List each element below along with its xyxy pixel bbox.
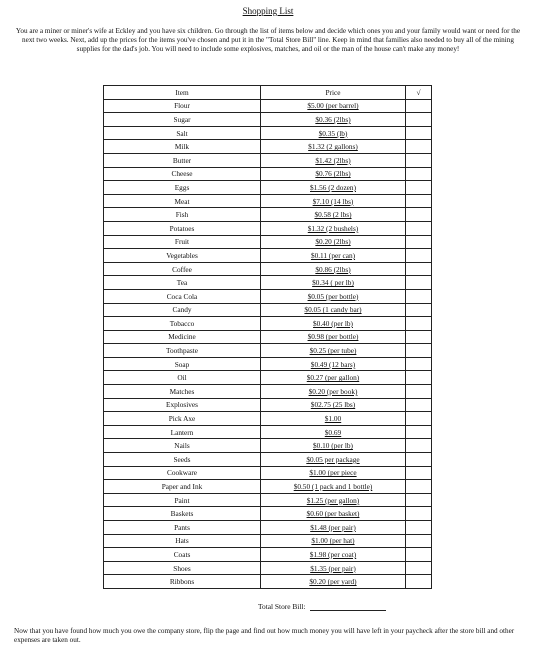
item-price-text: $0.40 (per lb) [313, 318, 353, 328]
item-price-text: $1.00 [324, 414, 342, 424]
table-row [104, 167, 432, 181]
table-row [104, 507, 432, 521]
table-body [104, 99, 432, 588]
table-row [104, 534, 432, 548]
check-cell[interactable] [406, 330, 432, 344]
item-price-text: $0.69 [324, 427, 342, 437]
table-row [104, 385, 432, 399]
item-price-text: $1.32 (2 bushels) [307, 223, 359, 233]
total-store-bill [258, 602, 386, 611]
item-price-text: $0.20 (per yard) [309, 577, 357, 587]
item-name: Meat [104, 194, 261, 208]
item-price-text: $0.05 (per bottle) [307, 291, 359, 301]
item-price [261, 425, 406, 439]
check-cell[interactable] [406, 344, 432, 358]
closing-paragraph: Now that you have found how much you owe the company store, flip the page and find out how much money you will have left in your paycheck after the store bill and other expenses are taken out. [14, 627, 515, 645]
item-name: Tobacco [104, 317, 261, 331]
check-cell[interactable] [406, 167, 432, 181]
item-price [261, 534, 406, 548]
item-name: Ribbons [104, 575, 261, 589]
check-cell[interactable] [406, 276, 432, 290]
item-price [261, 276, 406, 290]
table-row [104, 575, 432, 589]
table-row [104, 126, 432, 140]
item-price [261, 480, 406, 494]
item-price-text: $0.76 (2lbs) [315, 169, 351, 179]
table-header-row [104, 86, 432, 100]
item-price [261, 113, 406, 127]
item-price-text: $1.42 (2lbs) [315, 155, 351, 165]
table-row [104, 303, 432, 317]
item-price-text: $1.25 (per gallon) [306, 495, 360, 505]
item-name: Seeds [104, 453, 261, 467]
header-check-mark: √ [406, 86, 432, 100]
item-name: Paper and Ink [104, 480, 261, 494]
item-price-text: $0.35 (lb) [318, 128, 348, 138]
table-row [104, 453, 432, 467]
item-name: Toothpaste [104, 344, 261, 358]
item-price-text: $1.32 (2 gallons) [308, 142, 358, 152]
check-cell[interactable] [406, 439, 432, 453]
item-price [261, 153, 406, 167]
table-row [104, 521, 432, 535]
check-cell[interactable] [406, 371, 432, 385]
item-price-text: $1.98 (per coat) [309, 549, 357, 559]
item-price-text: $0.98 (per bottle) [307, 332, 359, 342]
table-row [104, 493, 432, 507]
item-name: Coats [104, 548, 261, 562]
item-name: Fruit [104, 235, 261, 249]
item-name: Sugar [104, 113, 261, 127]
table-row [104, 99, 432, 113]
item-price-text: $0.86 (2lbs) [315, 264, 351, 274]
item-name: Lantern [104, 425, 261, 439]
item-price [261, 235, 406, 249]
item-price [261, 249, 406, 263]
check-cell[interactable] [406, 140, 432, 154]
item-name: Candy [104, 303, 261, 317]
item-price [261, 289, 406, 303]
item-price [261, 453, 406, 467]
item-price-text: $0.25 (per tube) [309, 346, 357, 356]
check-cell[interactable] [406, 480, 432, 494]
check-cell[interactable] [406, 208, 432, 222]
item-name: Baskets [104, 507, 261, 521]
item-price-text: $0.10 (per lb) [313, 441, 353, 451]
header-price: Price [261, 86, 406, 100]
table-row [104, 466, 432, 480]
item-price-text: $0.11 (per can) [310, 250, 356, 260]
item-name: Pick Axe [104, 412, 261, 426]
check-cell[interactable] [406, 126, 432, 140]
item-price-text: $0.49 (12 bars) [310, 359, 356, 369]
check-cell[interactable] [406, 385, 432, 399]
item-price [261, 181, 406, 195]
item-price [261, 412, 406, 426]
table-row [104, 276, 432, 290]
table-row [104, 208, 432, 222]
check-cell[interactable] [406, 194, 432, 208]
item-price-text: $1.35 (per pair) [310, 563, 356, 573]
item-price-text: $5.00 (per barrel) [307, 101, 359, 111]
table-row [104, 330, 432, 344]
shopping-table [103, 85, 432, 589]
item-price-text: $1.00 (per hat) [311, 536, 355, 546]
item-name: Eggs [104, 181, 261, 195]
item-price [261, 194, 406, 208]
table-row [104, 249, 432, 263]
item-price-text: $0.50 (1 pack and 1 bottle) [293, 482, 373, 492]
check-cell[interactable] [406, 548, 432, 562]
item-name: Pants [104, 521, 261, 535]
table-row [104, 480, 432, 494]
item-name: Shoes [104, 561, 261, 575]
check-cell[interactable] [406, 561, 432, 575]
check-cell[interactable] [406, 303, 432, 317]
item-price [261, 99, 406, 113]
item-price-text: $1.48 (per pair) [310, 522, 356, 532]
item-price [261, 371, 406, 385]
item-price-text: $0.36 (2lbs) [315, 114, 351, 124]
item-price [261, 357, 406, 371]
item-price-text: $7.10 (14 lbs) [312, 196, 354, 206]
check-cell[interactable] [406, 249, 432, 263]
table-row [104, 317, 432, 331]
page-title: Shopping List [242, 6, 294, 16]
item-price [261, 521, 406, 535]
table-row [104, 439, 432, 453]
item-price [261, 140, 406, 154]
table-row [104, 181, 432, 195]
item-price-text: $02.75 (25 lbs) [310, 400, 356, 410]
item-name: Cheese [104, 167, 261, 181]
check-cell[interactable] [406, 534, 432, 548]
table-row [104, 425, 432, 439]
table-row [104, 140, 432, 154]
check-cell[interactable] [406, 235, 432, 249]
check-cell[interactable] [406, 113, 432, 127]
item-price [261, 398, 406, 412]
check-cell[interactable] [406, 425, 432, 439]
item-price [261, 548, 406, 562]
check-cell[interactable] [406, 289, 432, 303]
check-cell[interactable] [406, 181, 432, 195]
check-cell[interactable] [406, 493, 432, 507]
table-row [104, 113, 432, 127]
item-price [261, 507, 406, 521]
intro-paragraph: You are a miner or miner's wife at Eckley and you have six children. Go through the list of items below and decide which ones you and your family would want or need for the next two weeks. Next, add up the prices for the items you've chosen and put it in the "Total Store Bill" line. Keep in mind that families also needed to buy all of the mining supplies for the dad's job. You will need to include some explosives, matches, and oil or the man of the house can't make any money! [15, 27, 521, 54]
item-price [261, 221, 406, 235]
item-name: Explosives [104, 398, 261, 412]
table-row [104, 194, 432, 208]
item-price [261, 575, 406, 589]
item-name: Milk [104, 140, 261, 154]
table-row [104, 398, 432, 412]
item-price [261, 385, 406, 399]
item-price-text: $0.60 (per basket) [306, 509, 360, 519]
item-price-text: $0.20 (per book) [308, 386, 358, 396]
table-row [104, 262, 432, 276]
table-row [104, 235, 432, 249]
item-name: Nails [104, 439, 261, 453]
total-label: Total Store Bill: [258, 602, 306, 611]
item-name: Tea [104, 276, 261, 290]
check-cell[interactable] [406, 357, 432, 371]
item-price [261, 167, 406, 181]
table-row [104, 371, 432, 385]
item-price-text: $0.34 ( per lb) [312, 278, 354, 288]
item-name: Fish [104, 208, 261, 222]
item-name: Vegetables [104, 249, 261, 263]
item-price-text: $1.56 (2 dozen) [310, 182, 356, 192]
check-cell[interactable] [406, 99, 432, 113]
item-price-text: $0.58 (2 lbs) [314, 210, 352, 220]
check-cell[interactable] [406, 153, 432, 167]
item-price [261, 303, 406, 317]
table-row [104, 221, 432, 235]
check-cell[interactable] [406, 521, 432, 535]
item-price [261, 126, 406, 140]
item-price [261, 561, 406, 575]
item-price-text: $0.05 per package [306, 454, 360, 464]
table-row [104, 344, 432, 358]
item-price-text: $1.00 (per piece [309, 468, 357, 478]
item-price [261, 262, 406, 276]
item-price [261, 330, 406, 344]
item-price [261, 493, 406, 507]
header-item: Item [104, 86, 261, 100]
table-row [104, 561, 432, 575]
total-blank-line[interactable] [310, 602, 386, 611]
item-price [261, 344, 406, 358]
item-price [261, 466, 406, 480]
item-name: Cookware [104, 466, 261, 480]
check-cell[interactable] [406, 507, 432, 521]
item-price-text: $0.05 (1 candy bar) [304, 305, 362, 315]
check-cell[interactable] [406, 221, 432, 235]
item-name: Flour [104, 99, 261, 113]
table-row [104, 412, 432, 426]
table-row [104, 289, 432, 303]
check-cell[interactable] [406, 317, 432, 331]
item-name: Coffee [104, 262, 261, 276]
check-cell[interactable] [406, 262, 432, 276]
item-price-text: $0.27 (per gallon) [306, 373, 360, 383]
item-name: Oil [104, 371, 261, 385]
item-name: Salt [104, 126, 261, 140]
item-price-text: $0.20 (2lbs) [315, 237, 351, 247]
item-price [261, 439, 406, 453]
item-price [261, 208, 406, 222]
table-row [104, 153, 432, 167]
item-name: Soap [104, 357, 261, 371]
table-row [104, 548, 432, 562]
item-name: Medicine [104, 330, 261, 344]
item-name: Potatoes [104, 221, 261, 235]
item-name: Coca Cola [104, 289, 261, 303]
check-cell[interactable] [406, 453, 432, 467]
item-name: Paint [104, 493, 261, 507]
item-name: Hats [104, 534, 261, 548]
item-price [261, 317, 406, 331]
check-cell[interactable] [406, 398, 432, 412]
check-cell[interactable] [406, 575, 432, 589]
check-cell[interactable] [406, 466, 432, 480]
item-name: Matches [104, 385, 261, 399]
item-name: Butter [104, 153, 261, 167]
check-cell[interactable] [406, 412, 432, 426]
table-row [104, 357, 432, 371]
